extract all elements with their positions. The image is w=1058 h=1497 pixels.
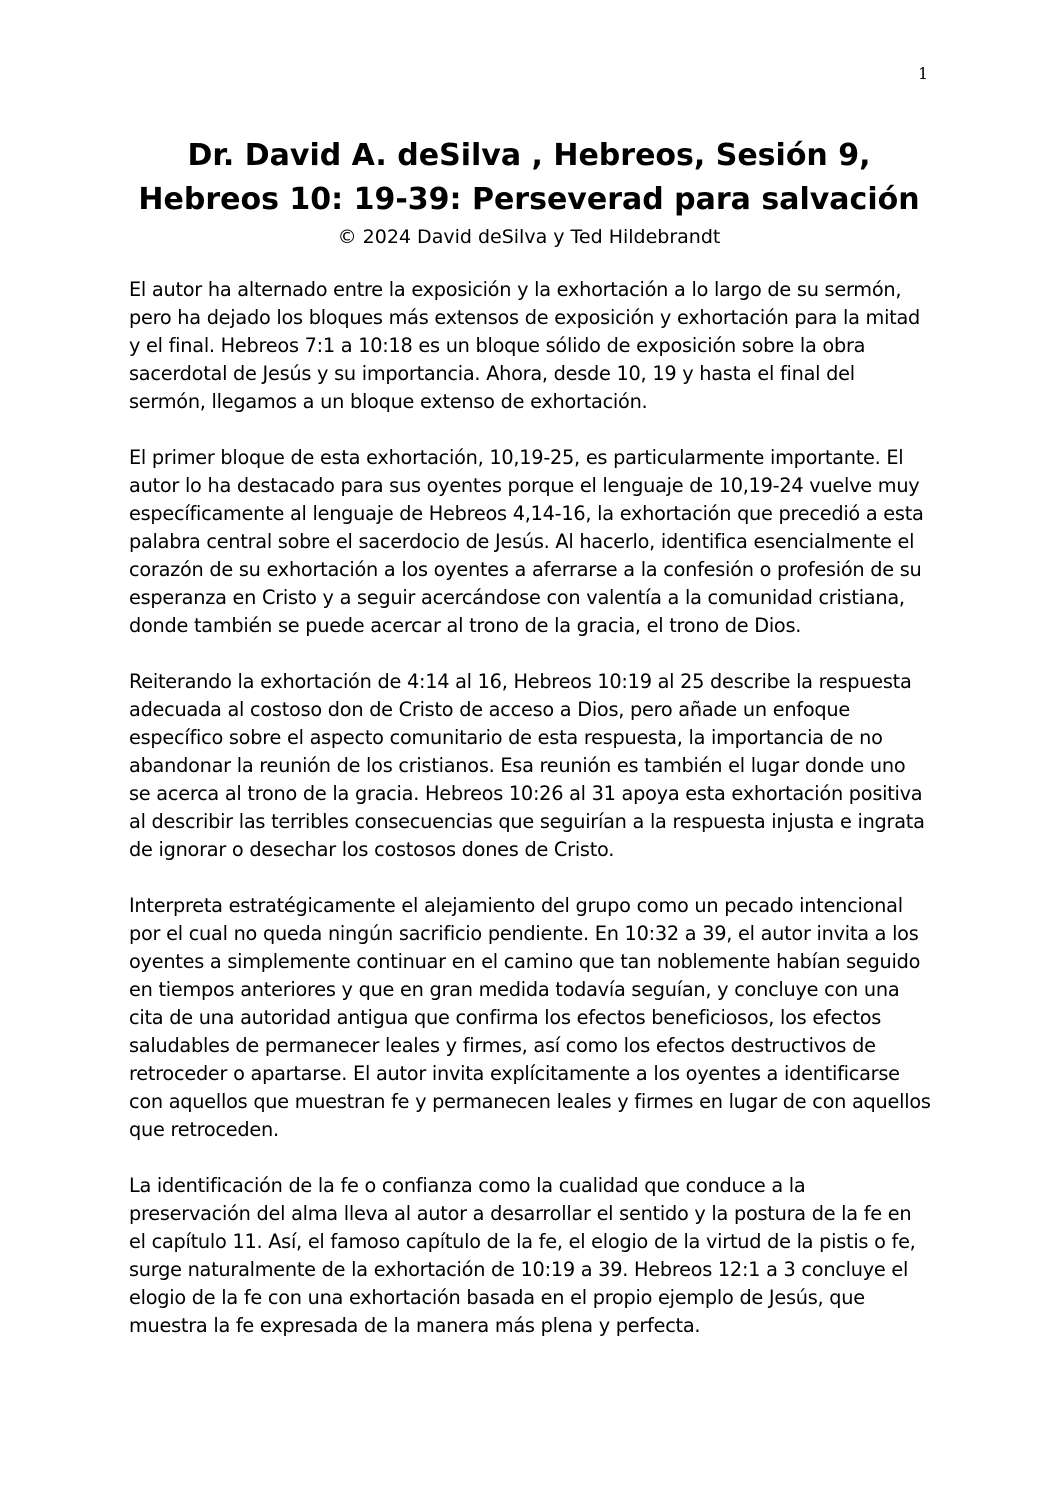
title-line-1: Dr. David A. deSilva , Hebreos, Sesión 9, bbox=[187, 138, 871, 173]
paragraph-2: El primer bloque de esta exhortación, 10,19-25, es particularmente importante. El autor lo ha destacado para sus oyentes porque el lenguaje de 10,19-24 vuelve muy específicamente al lenguaje de Hebreos 4,14-16, la exhortación que precedió a esta palabra central sobre el sacerdocio de Jesús. Al hacerlo, identifica esencialmente el corazón de su exhortación a los oyentes a aferrarse a la confesión o profesión de su esperanza en Cristo y a seguir acercándose con valentía a la comunidad cristiana, donde también se puede acercar al trono de la gracia, el trono de Dios. bbox=[129, 446, 924, 637]
paragraph-4: Interpreta estratégicamente el alejamiento del grupo como un pecado intencional por el cual no queda ningún sacrificio pendiente. En 10:32 a 39, el autor invita a los oyentes a simplemente continuar en el camino que tan noblemente habían seguido en tiempos anteriores y que en gran medida todavía seguían, y concluye con una cita de una autoridad antigua que confirma los efectos beneficiosos, los efectos saludables de permanecer leales y firmes, así como los efectos destructivos de retroceder o apartarse. El autor invita explícitamente a los oyentes a identificarse con aquellos que muestran fe y permanecen leales y firmes en lugar de con aquellos que retroceden. bbox=[129, 894, 931, 1141]
title-line-2: Hebreos 10: 19-39: Perseverad para salvación bbox=[138, 182, 920, 217]
paragraph-1: El autor ha alternado entre la exposición y la exhortación a lo largo de su sermón, pero ha dejado los bloques más extensos de exposición y exhortación para la mitad y el final. Hebreos 7:1 a 10:18 es un bloque sólido de exposición sobre la obra sacerdotal de Jesús y su importancia. Ahora, desde 10, 19 y hasta el final del sermón, llegamos a un bloque extenso de exhortación. bbox=[129, 278, 921, 413]
page-title bbox=[0, 134, 1058, 222]
copyright-notice: © 2024 David deSilva y Ted Hildebrandt bbox=[337, 226, 721, 248]
page-number: 1 bbox=[918, 64, 929, 83]
paragraph-3: Reiterando la exhortación de 4:14 al 16, Hebreos 10:19 al 25 describe la respuesta adecuada al costoso don de Cristo de acceso a Dios, pero añade un enfoque específico sobre el aspecto comunitario de esta respuesta, la importancia de no abandonar la reunión de los cristianos. Esa reunión es también el lugar donde uno se acerca al trono de la gracia. Hebreos 10:26 al 31 apoya esta exhortación positiva al describir las terribles consecuencias que seguirían a la respuesta injusta e ingrata de ignorar o desechar los costosos dones de Cristo. bbox=[129, 670, 925, 861]
document-body bbox=[129, 276, 931, 1368]
paragraph-5: La identificación de la fe o confianza como la cualidad que conduce a la preservación del alma lleva al autor a desarrollar el sentido y la postura de la fe en el capítulo 11. Así, el famoso capítulo de la fe, el elogio de la virtud de la pistis o fe, surge naturalmente de la exhortación de 10:19 a 39. Hebreos 12:1 a 3 concluye el elogio de la fe con una exhortación basada en el propio ejemplo de Jesús, que muestra la fe expresada de la manera más plena y perfecta. bbox=[129, 1174, 916, 1337]
